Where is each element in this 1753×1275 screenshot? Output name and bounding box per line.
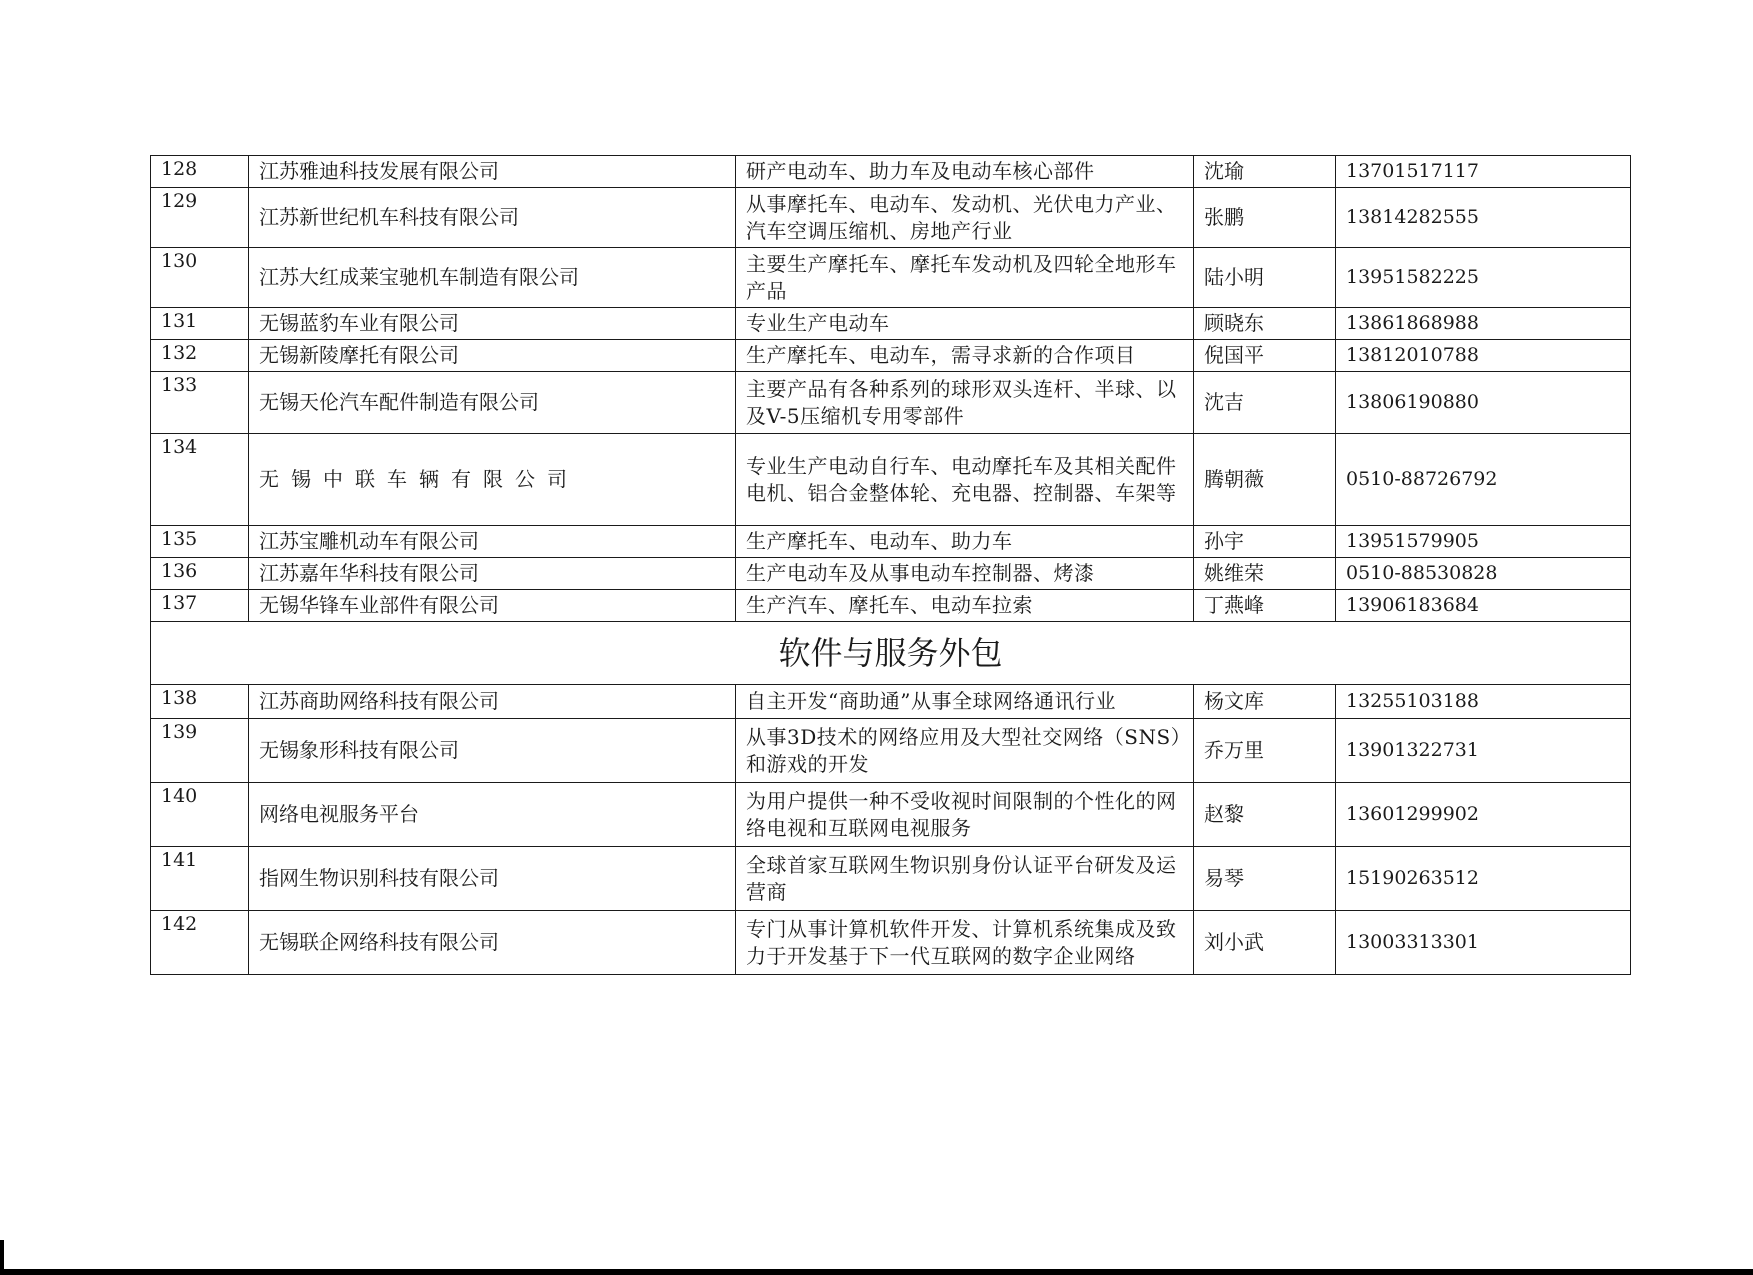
row-number: 134 xyxy=(151,434,249,526)
contact-person: 顾晓东 xyxy=(1194,308,1336,340)
business-scope: 生产摩托车、电动车，需寻求新的合作项目 xyxy=(736,340,1194,372)
business-scope: 自主开发“商助通”从事全球网络通讯行业 xyxy=(736,685,1194,719)
contact-person: 刘小武 xyxy=(1194,911,1336,975)
contact-person: 乔万里 xyxy=(1194,719,1336,783)
row-number: 135 xyxy=(151,526,249,558)
company-name: 无锡新陵摩托有限公司 xyxy=(249,340,736,372)
business-scope: 主要产品有各种系列的球形双头连杆、半球、以及V-5压缩机专用零部件 xyxy=(736,372,1194,434)
row-number: 138 xyxy=(151,685,249,719)
contact-person: 赵黎 xyxy=(1194,783,1336,847)
row-number: 141 xyxy=(151,847,249,911)
phone-number: 0510-88530828 xyxy=(1336,558,1631,590)
company-name: 无锡中联车辆有限公司 xyxy=(249,434,736,526)
contact-person: 丁燕峰 xyxy=(1194,590,1336,622)
phone-number: 13901322731 xyxy=(1336,719,1631,783)
phone-number: 15190263512 xyxy=(1336,847,1631,911)
contact-person: 陆小明 xyxy=(1194,248,1336,308)
company-name: 江苏商助网络科技有限公司 xyxy=(249,685,736,719)
table-row xyxy=(151,340,1631,372)
company-name: 无锡华锋车业部件有限公司 xyxy=(249,590,736,622)
phone-number: 13861868988 xyxy=(1336,308,1631,340)
table-row xyxy=(151,911,1631,975)
contact-person: 张鹏 xyxy=(1194,188,1336,248)
table-row xyxy=(151,719,1631,783)
table-row xyxy=(151,434,1631,526)
contact-person: 腾朝薇 xyxy=(1194,434,1336,526)
phone-number: 0510-88726792 xyxy=(1336,434,1631,526)
row-number: 142 xyxy=(151,911,249,975)
company-name: 指网生物识别科技有限公司 xyxy=(249,847,736,911)
contact-person: 易琴 xyxy=(1194,847,1336,911)
company-name: 江苏宝雕机动车有限公司 xyxy=(249,526,736,558)
table-row xyxy=(151,590,1631,622)
business-scope: 研产电动车、助力车及电动车核心部件 xyxy=(736,156,1194,188)
row-number: 139 xyxy=(151,719,249,783)
table-row xyxy=(151,308,1631,340)
phone-number: 13003313301 xyxy=(1336,911,1631,975)
table-row xyxy=(151,248,1631,308)
phone-number: 13951579905 xyxy=(1336,526,1631,558)
company-name: 网络电视服务平台 xyxy=(249,783,736,847)
row-number: 131 xyxy=(151,308,249,340)
contact-person: 沈吉 xyxy=(1194,372,1336,434)
phone-number: 13701517117 xyxy=(1336,156,1631,188)
scan-bottom-border xyxy=(0,1269,1753,1275)
table-row xyxy=(151,188,1631,248)
business-scope: 专门从事计算机软件开发、计算机系统集成及致力于开发基于下一代互联网的数字企业网络 xyxy=(736,911,1194,975)
phone-number: 13601299902 xyxy=(1336,783,1631,847)
table-row xyxy=(151,372,1631,434)
company-name: 江苏嘉年华科技有限公司 xyxy=(249,558,736,590)
row-number: 129 xyxy=(151,188,249,248)
company-name: 无锡天伦汽车配件制造有限公司 xyxy=(249,372,736,434)
business-scope: 生产电动车及从事电动车控制器、烤漆 xyxy=(736,558,1194,590)
contact-person: 杨文库 xyxy=(1194,685,1336,719)
section-title: 软件与服务外包 xyxy=(151,622,1631,685)
table-row xyxy=(151,526,1631,558)
business-scope: 全球首家互联网生物识别身份认证平台研发及运营商 xyxy=(736,847,1194,911)
business-scope: 生产汽车、摩托车、电动车拉索 xyxy=(736,590,1194,622)
business-scope: 从事摩托车、电动车、发动机、光伏电力产业、汽车空调压缩机、房地产行业 xyxy=(736,188,1194,248)
row-number: 128 xyxy=(151,156,249,188)
business-scope: 主要生产摩托车、摩托车发动机及四轮全地形车产品 xyxy=(736,248,1194,308)
company-name: 无锡联企网络科技有限公司 xyxy=(249,911,736,975)
table-row xyxy=(151,685,1631,719)
row-number: 130 xyxy=(151,248,249,308)
phone-number: 13812010788 xyxy=(1336,340,1631,372)
company-name: 江苏新世纪机车科技有限公司 xyxy=(249,188,736,248)
section-header-row xyxy=(151,622,1631,685)
row-number: 137 xyxy=(151,590,249,622)
row-number: 140 xyxy=(151,783,249,847)
business-scope: 专业生产电动车 xyxy=(736,308,1194,340)
contact-person: 孙宇 xyxy=(1194,526,1336,558)
contact-person: 沈瑜 xyxy=(1194,156,1336,188)
scan-edge-mark xyxy=(0,1240,4,1270)
business-scope: 生产摩托车、电动车、助力车 xyxy=(736,526,1194,558)
contact-person: 姚维荣 xyxy=(1194,558,1336,590)
contact-person: 倪国平 xyxy=(1194,340,1336,372)
phone-number: 13951582225 xyxy=(1336,248,1631,308)
row-number: 133 xyxy=(151,372,249,434)
table-row xyxy=(151,156,1631,188)
table-row xyxy=(151,847,1631,911)
table-row xyxy=(151,558,1631,590)
row-number: 136 xyxy=(151,558,249,590)
row-number: 132 xyxy=(151,340,249,372)
phone-number: 13255103188 xyxy=(1336,685,1631,719)
phone-number: 13806190880 xyxy=(1336,372,1631,434)
company-name: 无锡象形科技有限公司 xyxy=(249,719,736,783)
company-list-table xyxy=(150,155,1631,975)
company-name: 江苏大红成莱宝驰机车制造有限公司 xyxy=(249,248,736,308)
phone-number: 13906183684 xyxy=(1336,590,1631,622)
business-scope: 从事3D技术的网络应用及大型社交网络（SNS）和游戏的开发 xyxy=(736,719,1194,783)
company-name: 无锡蓝豹车业有限公司 xyxy=(249,308,736,340)
business-scope: 专业生产电动自行车、电动摩托车及其相关配件电机、铝合金整体轮、充电器、控制器、车架等 xyxy=(736,434,1194,526)
company-name: 江苏雅迪科技发展有限公司 xyxy=(249,156,736,188)
phone-number: 13814282555 xyxy=(1336,188,1631,248)
business-scope: 为用户提供一种不受收视时间限制的个性化的网络电视和互联网电视服务 xyxy=(736,783,1194,847)
table-row xyxy=(151,783,1631,847)
